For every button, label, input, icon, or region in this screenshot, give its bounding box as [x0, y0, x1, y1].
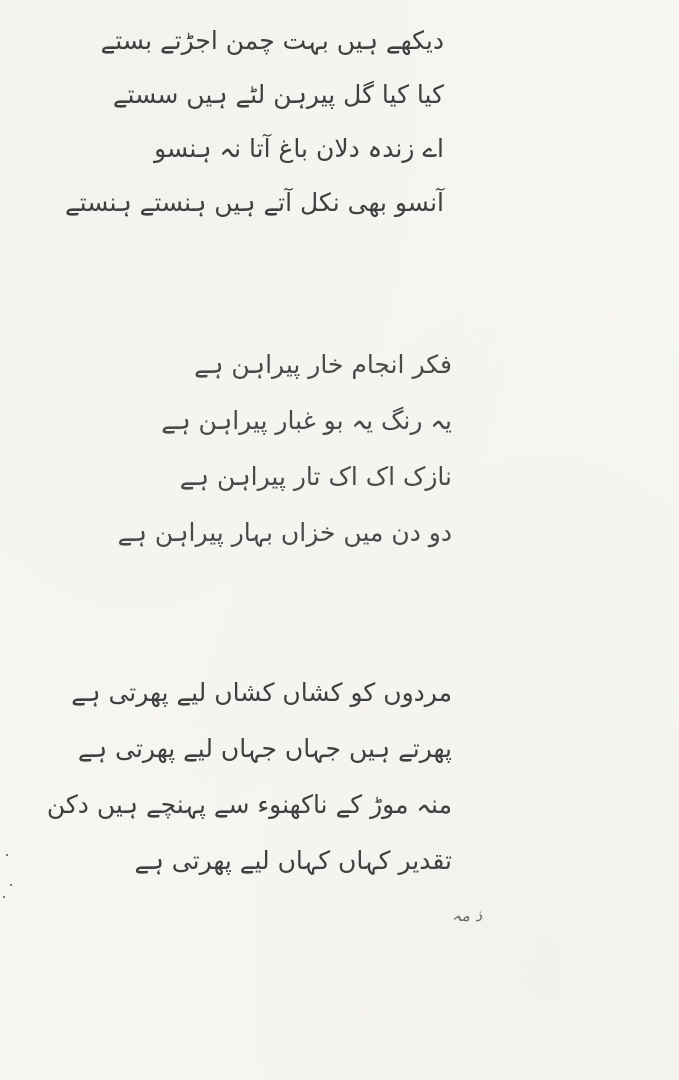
- stanza-1: [65, 26, 444, 244]
- verse-line: یہ رنگ یہ بو غبار پیراہن ہے: [161, 406, 452, 435]
- verse-line: اے زندہ دلان باغ آتا نہ ہنسو: [154, 134, 444, 163]
- scan-speck: [3, 896, 5, 898]
- verse-line: نازک اک اک تار پیراہن ہے: [179, 462, 452, 491]
- verse-line: دو دن میں خزاں بہار پیراہن ہے: [117, 518, 452, 547]
- stanza-3: [46, 678, 452, 904]
- verse-line: منہ موڑ کے ناکھنوء سے پہنچے ہیں دکن: [46, 790, 452, 819]
- stanza-2: [117, 350, 452, 576]
- verse-line: دیکھے ہیں بہت چمن اجڑتے بستے: [100, 26, 444, 55]
- verse-line: آنسو بھی نکل آتے ہیں ہنستے ہنستے: [65, 188, 444, 217]
- scan-speck: [6, 854, 8, 856]
- verse-line: فکر انجام خار پیراہن ہے: [194, 350, 452, 379]
- verse-line: مردوں کو کشاں کشاں لیے پھرتی ہے: [71, 678, 452, 707]
- scan-speck: [10, 884, 12, 886]
- verse-line: کیا کیا گل پیرہن لٹے ہیں سستے: [112, 80, 444, 109]
- signature: ذ مہ: [452, 906, 483, 925]
- verse-line: پھرتے ہیں جہاں جہاں لیے پھرتی ہے: [77, 734, 452, 763]
- verse-line: تقدیر کہاں کہاں لیے پھرتی ہے: [134, 846, 452, 875]
